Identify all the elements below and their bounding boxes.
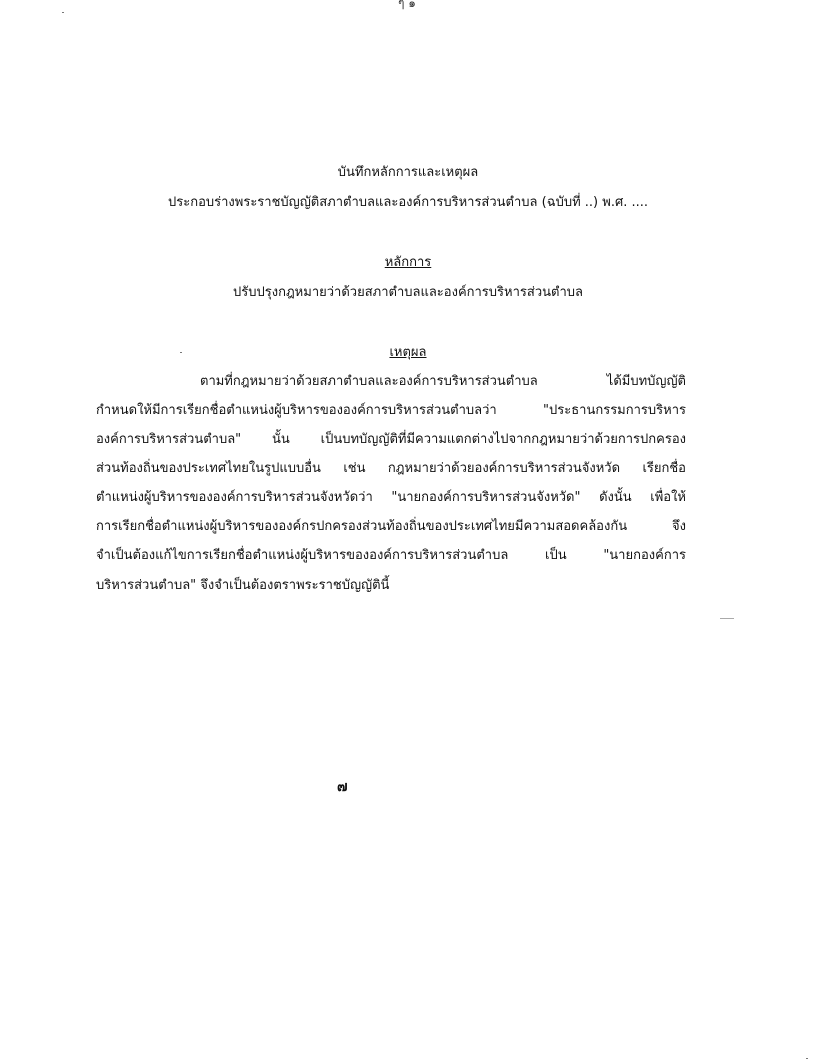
reason-text: เพื่อให้	[650, 490, 686, 505]
reason-text: เรียกชื่อ	[642, 461, 686, 476]
reason-text: องค์การบริหารส่วนตำบล"	[96, 432, 242, 447]
reason-text: นั้น	[272, 432, 290, 447]
scan-speck	[720, 618, 734, 619]
reason-line	[96, 401, 686, 421]
reason-text: "นายกองค์การบริหารส่วนจังหวัด"	[391, 490, 581, 505]
reason-text: จึง	[672, 519, 686, 534]
reason-line	[96, 488, 686, 508]
reason-line	[96, 517, 686, 537]
reason-heading: เหตุผล	[389, 345, 427, 360]
reason-text: บริหารส่วนตำบล" จึงจำเป็นต้องตราพระราชบัญญัตินี้	[96, 578, 390, 593]
scan-speck	[62, 12, 64, 13]
reason-text: เป็นบทบัญญัติที่มีความแตกต่างไปจากกฎหมายว่าด้วยการปกครอง	[320, 432, 686, 447]
reason-line	[96, 546, 686, 566]
reason-text: "ประธานกรรมการบริหาร	[543, 403, 686, 418]
reason-line	[96, 576, 686, 596]
document-subtitle: ประกอบร่างพระราชบัญญัติสภาตำบลและองค์การบริหารส่วนตำบล (ฉบับที่ ..) พ.ศ. ....	[167, 195, 648, 210]
principle-text: ปรับปรุงกฎหมายว่าด้วยสภาตำบลและองค์การบริหารส่วนตำบล	[233, 285, 583, 300]
reason-text: เป็น	[545, 548, 567, 563]
scan-speck	[806, 1058, 808, 1059]
reason-line	[200, 372, 686, 392]
reason-text: ได้มีบทบัญญัติ	[606, 374, 686, 389]
reason-text: ตามที่กฎหมายว่าด้วยสภาตำบลและองค์การบริหารส่วนตำบล	[200, 374, 538, 389]
page-number: ๗	[337, 779, 348, 795]
reason-line	[96, 459, 686, 479]
reason-text: ตำแหน่งผู้บริหารขององค์การบริหารส่วนจังหวัดว่า	[96, 490, 373, 505]
reason-text: เช่น	[343, 461, 366, 476]
reason-text: ดังนั้น	[599, 490, 632, 505]
top-mark: ๆ ๑	[398, 0, 416, 10]
reason-text: กำหนดให้มีการเรียกชื่อตำแหน่งผู้บริหารขององค์การบริหารส่วนตำบลว่า	[96, 403, 497, 418]
reason-text: กฎหมายว่าด้วยองค์การบริหารส่วนจังหวัด	[387, 461, 621, 476]
reason-text: "นายกองค์การ	[603, 548, 686, 563]
reason-text: ส่วนท้องถิ่นของประเทศไทยในรูปแบบอื่น	[96, 461, 321, 476]
scan-speck	[180, 352, 182, 353]
document-title: บันทึกหลักการและเหตุผล	[337, 165, 479, 180]
principle-heading: หลักการ	[384, 255, 432, 270]
reason-text: การเรียกชื่อตำแหน่งผู้บริหารขององค์กรปกครองส่วนท้องถิ่นของประเทศไทยมีความสอดคล้องกัน	[96, 519, 628, 534]
reason-text: จำเป็นต้องแก้ไขการเรียกชื่อตำแหน่งผู้บริหารขององค์การบริหารส่วนตำบล	[96, 548, 509, 563]
reason-line	[96, 430, 686, 450]
